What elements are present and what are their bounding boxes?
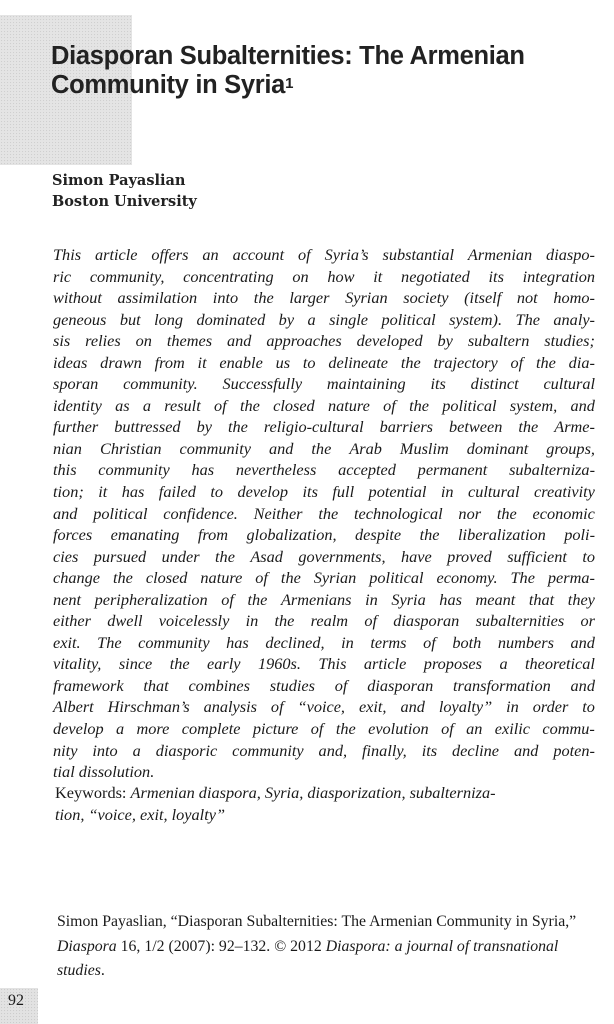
- abstract-line: nian Christian community and the Arab Muslim dominant groups,: [53, 438, 595, 458]
- abstract-line: This article offers an account of Syria’s substantial Armenian diaspo-: [53, 245, 595, 264]
- abstract-line: exit. The community has declined, in terms of both numbers and: [53, 632, 595, 652]
- abstract-line: sis relies on themes and approaches developed by subaltern studies;: [53, 331, 595, 351]
- abstract-line: Albert Hirschman’s analysis of “voice, exit, and loyalty” in order to: [53, 697, 595, 717]
- keywords-line-1: Armenian diaspora, Syria, diasporization, subalterniza-: [130, 783, 496, 802]
- abstract-line: develop a more complete picture of the evolution of an exilic commu-: [53, 719, 595, 739]
- abstract-line: ideas drawn from it enable us to delineate the trajectory of the dia-: [53, 352, 595, 372]
- abstract-line: tion; it has failed to develop its full potential in cultural creativity: [53, 482, 595, 502]
- citation: [57, 910, 597, 984]
- abstract-line: sporan community. Successfully maintaining its distinct cultural: [53, 374, 595, 394]
- keywords: [55, 782, 595, 826]
- keywords-line-2: tion, “voice, exit, loyalty”: [55, 805, 226, 824]
- abstract-line: change the closed nature of the Syrian political economy. The perma-: [53, 568, 595, 588]
- abstract-line: vitality, since the early 1960s. This article proposes a theoretical: [53, 654, 595, 674]
- title-text: Diasporan Subalternities: The Armenian Community in Syria: [51, 42, 525, 99]
- abstract-line: ric community, concentrating on how it negotiated its integration: [53, 266, 595, 286]
- citation-journal-full: Diaspora: a journal of transnational studies: [57, 937, 559, 979]
- abstract-line: nity into a diasporic community and, finally, its decline and poten-: [53, 740, 595, 760]
- abstract-line: geneous but long dominated by a single political system). The analy-: [53, 309, 595, 329]
- abstract-line: tial dissolution.: [53, 762, 155, 782]
- author-name: Simon Payaslian: [52, 172, 186, 189]
- citation-journal: Diaspora: [57, 937, 117, 955]
- author-affiliation: Boston University: [52, 193, 197, 210]
- abstract-line: framework that combines studies of diasporan transformation and: [53, 675, 595, 695]
- citation-text: Simon Payaslian, “Diasporan Subalternities: The Armenian Community in Syria,”: [57, 913, 577, 930]
- abstract-line: nent peripheralization of the Armenians in Syria has meant that they: [53, 589, 595, 609]
- abstract-line: identity as a result of the closed nature of the political system, and: [53, 395, 595, 415]
- abstract-line: either dwell voicelessly in the realm of diasporan subalternities or: [53, 611, 595, 631]
- citation-details: 16, 1/2 (2007): 92–132. © 2012: [116, 937, 326, 955]
- abstract: [53, 244, 595, 783]
- footnote-mark: 1: [285, 75, 294, 92]
- author-block: [52, 170, 197, 212]
- citation-end: .: [100, 962, 105, 979]
- abstract-line: and political confidence. Neither the technological nor the economic: [53, 503, 595, 523]
- abstract-line: cies pursued under the Asad governments, have proved sufficient to: [53, 546, 595, 566]
- abstract-line: this community has nevertheless accepted permanent subalterniza-: [53, 460, 595, 480]
- abstract-line: without assimilation into the larger Syrian society (itself not homo-: [53, 288, 595, 308]
- abstract-line: further buttressed by the religio-cultural barriers between the Arme-: [53, 417, 595, 437]
- keywords-label: Keywords:: [55, 783, 127, 802]
- page-number: 92: [8, 992, 24, 1009]
- article-title: [51, 42, 591, 100]
- abstract-line: forces emanating from globalization, despite the liberalization poli-: [53, 525, 595, 545]
